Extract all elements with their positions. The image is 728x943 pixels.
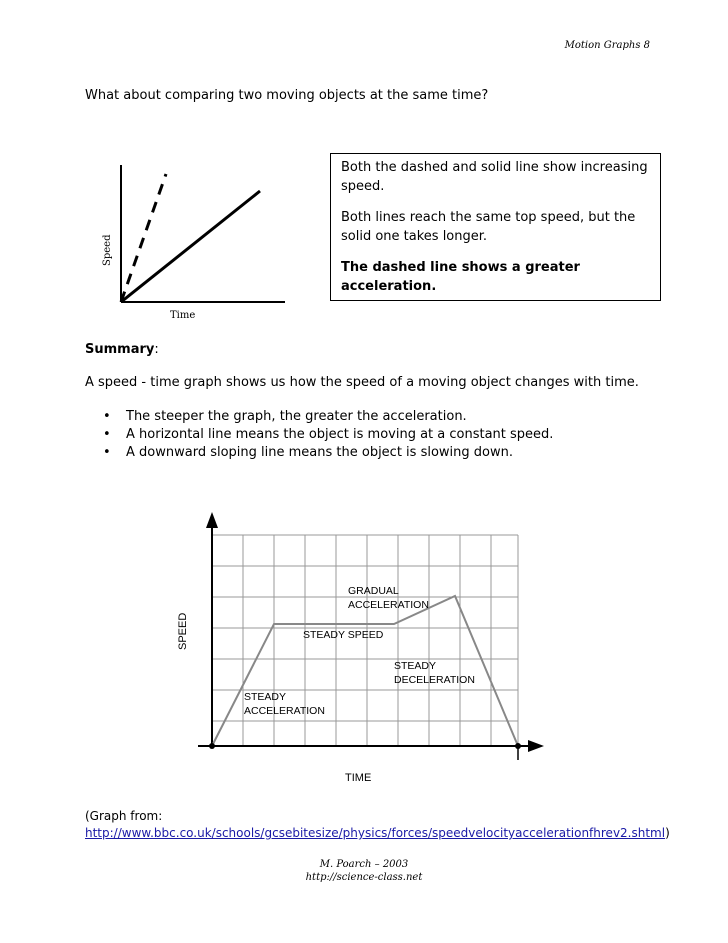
- speed-time-graph: [168, 508, 558, 798]
- label-steady-speed: STEADY SPEED: [303, 629, 384, 641]
- x-axis-arrowhead: [528, 740, 544, 752]
- summary-title: Summary: [85, 342, 155, 357]
- summary-text: A speed - time graph shows us how the speed of a moving object changes with time.: [85, 375, 639, 390]
- footer-author: M. Poarch – 2003: [319, 859, 409, 870]
- summary-heading: [85, 342, 159, 357]
- summary-bullets: [100, 408, 553, 462]
- end-point: [515, 743, 521, 749]
- graph1-ylabel: Speed: [102, 234, 113, 266]
- speed-line: [212, 596, 518, 746]
- label-steady-acceleration-line2: ACCELERATION: [244, 705, 325, 717]
- note-paragraph-3: The dashed line shows a greater acceleration.: [341, 260, 580, 294]
- source-link[interactable]: http://www.bbc.co.uk/schools/gcsebitesize/physics/forces/speedvelocityaccelerationfhrev2.shtml: [85, 826, 666, 840]
- graph1-xlabel: Time: [170, 310, 196, 321]
- note-paragraph-1: Both the dashed and solid line show increasing speed.: [341, 160, 648, 194]
- graph-source: [85, 808, 670, 842]
- source-prefix: (Graph from:: [85, 809, 163, 823]
- graph2-ylabel: SPEED: [177, 612, 189, 650]
- list-item: • The steeper the graph, the greater the acceleration.: [100, 408, 553, 426]
- source-suffix: ): [665, 826, 670, 840]
- list-item: • A downward sloping line means the object is slowing down.: [100, 444, 553, 462]
- label-steady-acceleration-line1: STEADY: [244, 691, 287, 703]
- list-item: • A horizontal line means the object is moving at a constant speed.: [100, 426, 553, 444]
- intro-question: What about comparing two moving objects at the same time?: [85, 88, 489, 103]
- label-steady-deceleration-line2: DECELERATION: [394, 674, 475, 686]
- comparison-graph: [90, 160, 290, 325]
- summary-colon: :: [154, 342, 159, 357]
- source-line: [85, 825, 670, 842]
- page-footer: [0, 858, 728, 884]
- label-steady-deceleration-line1: STEADY: [394, 660, 437, 672]
- explanation-box: [330, 153, 661, 301]
- label-gradual-acceleration-line1: GRADUAL: [348, 585, 399, 597]
- footer-website: http://science-class.net: [305, 872, 423, 883]
- y-axis-arrowhead: [206, 512, 218, 528]
- page-header-label: Motion Graphs 8: [564, 40, 650, 51]
- graph2-xlabel: TIME: [345, 772, 372, 784]
- start-point: [209, 743, 215, 749]
- label-gradual-acceleration-line2: ACCELERATION: [348, 599, 429, 611]
- note-paragraph-2: Both lines reach the same top speed, but the solid one takes longer.: [341, 210, 636, 244]
